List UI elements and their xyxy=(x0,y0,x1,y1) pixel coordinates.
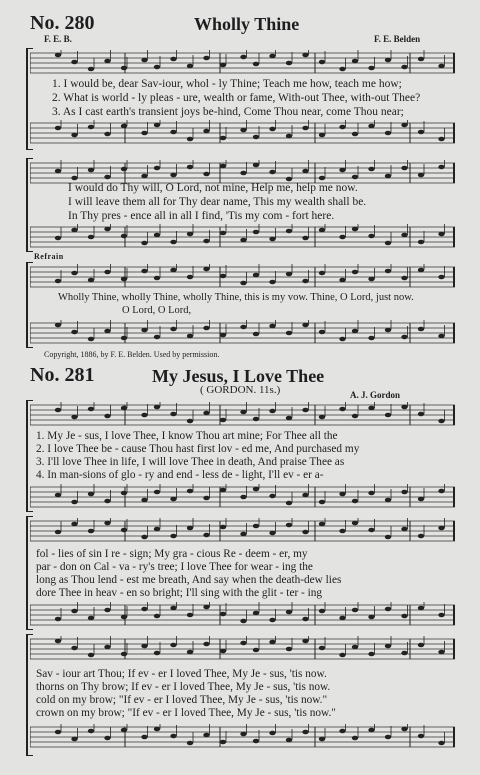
music-staff xyxy=(30,518,455,544)
hymn-281-number: No. 281 xyxy=(30,364,95,386)
verse-line: 1. I would be, dear Sav-iour, whol - ly Thine; Teach me how, teach me how; xyxy=(52,78,402,90)
music-staff xyxy=(30,264,455,290)
music-staff xyxy=(30,402,455,428)
verse-line: 3. As I cast earth's transient joys be-hind, Come Thou near, come Thou near; xyxy=(52,106,404,118)
hymn-281-title: My Jesus, I Love Thee xyxy=(152,366,325,386)
verse-line: 2. What is world - ly pleas - ure, wealth or fame, With-out Thee, with-out Thee? xyxy=(52,92,421,104)
verse-line: fol - lies of sin I re - sign; My gra - cious Re - deem - er, my xyxy=(36,548,308,560)
verse-line: long as Thou lend - est me breath, And say when the death-dew lies xyxy=(36,574,342,586)
refrain-line: Wholly Thine, wholly Thine, wholly Thine, this is my vow. Thine, O Lord, just now. xyxy=(58,292,414,303)
hymn-280-title: Wholly Thine xyxy=(194,14,300,34)
music-staff xyxy=(30,602,455,628)
verse-line: 1. My Je - sus, I love Thee, I know Thou art mine; For Thee all the xyxy=(36,430,338,442)
verse-line: 4. In man-sions of glo - ry and end - less de - light, I'll ev - er a- xyxy=(36,469,324,481)
verse-line: par - don on Cal - va - ry's tree; I love Thee for wear - ing the xyxy=(36,561,313,573)
music-staff xyxy=(30,120,455,146)
hymn-280-lyricist: F. E. B. xyxy=(44,34,72,44)
verse-line: crown on my brow; "If ev - er I loved Thee, My Je - sus, 'tis now." xyxy=(36,707,336,719)
copyright-note: Copyright, 1886, by F. E. Belden. Used by permission. xyxy=(44,350,220,359)
music-staff xyxy=(30,484,455,510)
verse-line: I will leave them all for Thy dear name, This my wealth shall be. xyxy=(68,196,367,208)
hymn-281-composer: A. J. Gordon xyxy=(350,390,401,400)
music-staff xyxy=(30,50,455,76)
verse-line: cold on my brow; "If ev - er I loved Thee, My Je - sus, 'tis now." xyxy=(36,694,328,706)
verse-line: 2. I love Thee be - cause Thou hast first lov - ed me, And purchased my xyxy=(36,443,360,455)
verse-line: Sav - iour art Thou; If ev - er I loved Thee, My Je - sus, 'tis now. xyxy=(36,668,327,680)
verse-line: dore Thee in heav - en so bright; I'll sing with the glit - ter - ing xyxy=(36,587,323,599)
music-staff xyxy=(30,636,455,662)
refrain-label: Refrain xyxy=(34,252,64,261)
verse-line: In Thy pres - ence all in all I find, 'Tis my com - fort here. xyxy=(68,210,335,222)
hymn-280-number: No. 280 xyxy=(30,12,95,34)
music-staff xyxy=(30,320,455,346)
verse-line: I would do Thy will, O Lord, not mine, Help me, help me now. xyxy=(68,182,358,194)
hymn-280-composer: F. E. Belden xyxy=(374,34,421,44)
verse-line: thorns on Thy brow; If ev - er I loved Thee, My Je - sus, 'tis now. xyxy=(36,681,331,693)
music-staff xyxy=(30,224,455,250)
verse-line: 3. I'll love Thee in life, I will love Thee in death, And praise Thee as xyxy=(36,456,345,468)
refrain-sub: O Lord, O Lord, xyxy=(122,305,192,316)
hymn-281-tune: ( GORDON. 11s.) xyxy=(200,384,281,396)
music-staff xyxy=(30,724,455,750)
